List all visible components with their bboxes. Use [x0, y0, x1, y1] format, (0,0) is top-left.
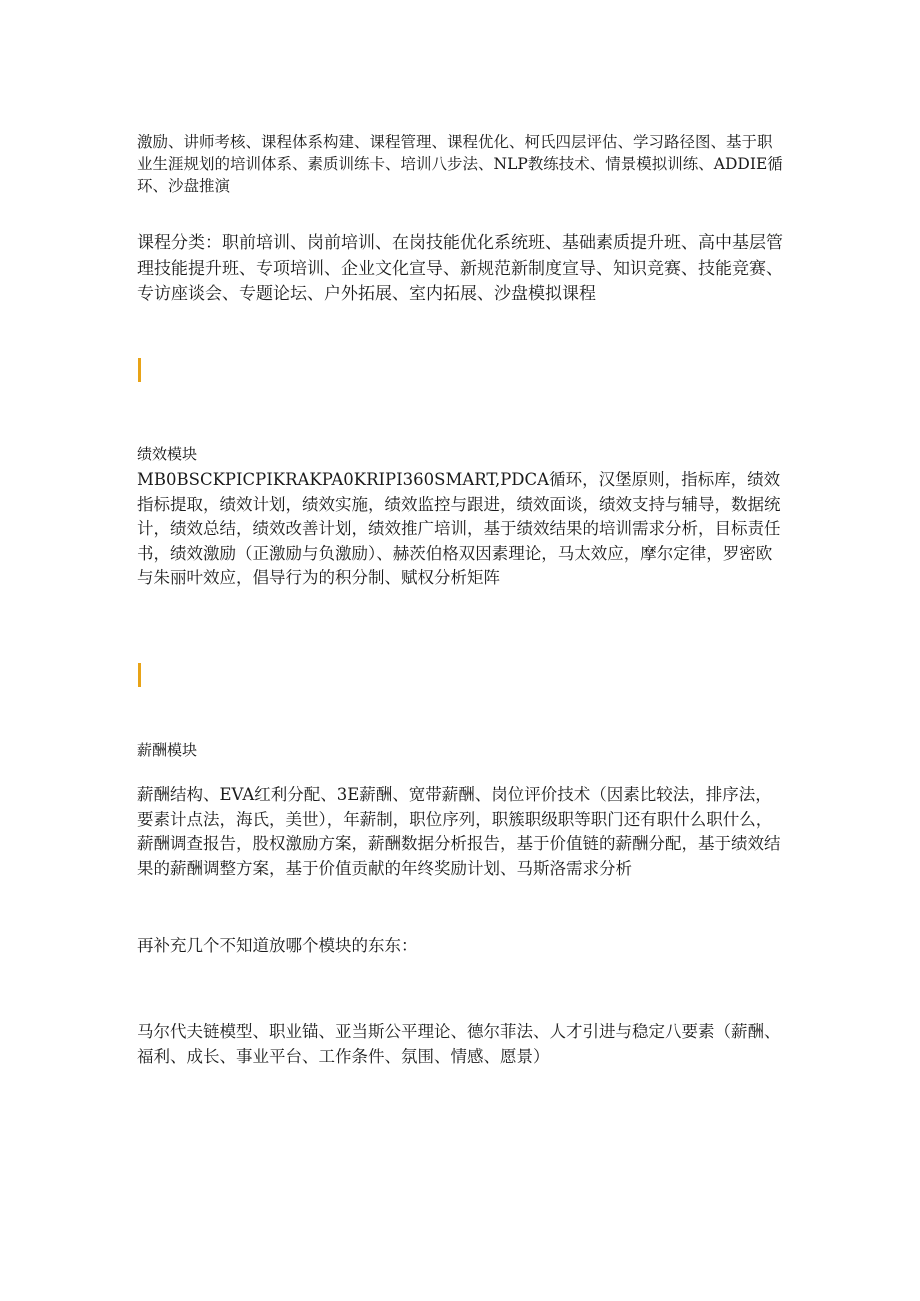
compensation-heading: 薪酬模块: [137, 741, 198, 759]
performance-heading: 绩效模块: [137, 445, 198, 463]
supplement-body: 马尔代夫链模型、职业锚、亚当斯公平理论、德尔菲法、人才引进与稳定八要素（薪酬、福利、成长、事业平台、工作条件、氛围、情感、愿景）: [137, 1022, 781, 1066]
section-accent-bar-performance: [138, 358, 141, 382]
course-categories-paragraph: 课程分类：职前培训、岗前培训、在岗技能优化系统班、基础素质提升班、高中基层管理技能提升班、专项培训、企业文化宣导、新规范新制度宣导、知识竞赛、技能竞赛、专访座谈会、专题论坛、户外拓展、室内拓展、沙盘模拟课程: [137, 233, 783, 304]
performance-body: MB0BSCKPICPIKRAKPA0KRIPI360SMART,PDCA循环，汉堡原则，指标库，绩效指标提取，绩效计划，绩效实施，绩效监控与跟进，绩效面谈，绩效支持与辅导，数据统计，绩效总结，绩效改善计划，绩效推广培训，基于绩效结果的培训需求分析，目标责任书，绩效激励（正激励与负激励）、赫茨伯格双因素理论，马太效应，摩尔定律，罗密欧与朱丽叶效应，倡导行为的积分制、赋权分析矩阵: [137, 470, 781, 587]
compensation-body: 薪酬结构、EVA红利分配、3E薪酬、宽带薪酬、岗位评价技术（因素比较法，排序法，要素计点法，海氏，美世），年薪制，职位序列，职簇职级职等职门还有职什么职什么，薪酬调查报告，股权激励方案，薪酬数据分析报告，基于价值链的薪酬分配，基于绩效结果的薪酬调整方案，基于价值贡献的年终奖励计划、马斯洛需求分析: [137, 785, 781, 878]
section-accent-bar-compensation: [138, 663, 141, 687]
supplement-intro: 再补充几个不知道放哪个模块的东东：: [137, 936, 418, 955]
intro-paragraph: 激励、讲师考核、课程体系构建、课程管理、课程优化、柯氏四层评估、学习路径图、基于职业生涯规划的培训体系、素质训练卡、培训八步法、NLP教练技术、情景模拟训练、ADDIE循环、沙盘推演: [137, 133, 783, 195]
